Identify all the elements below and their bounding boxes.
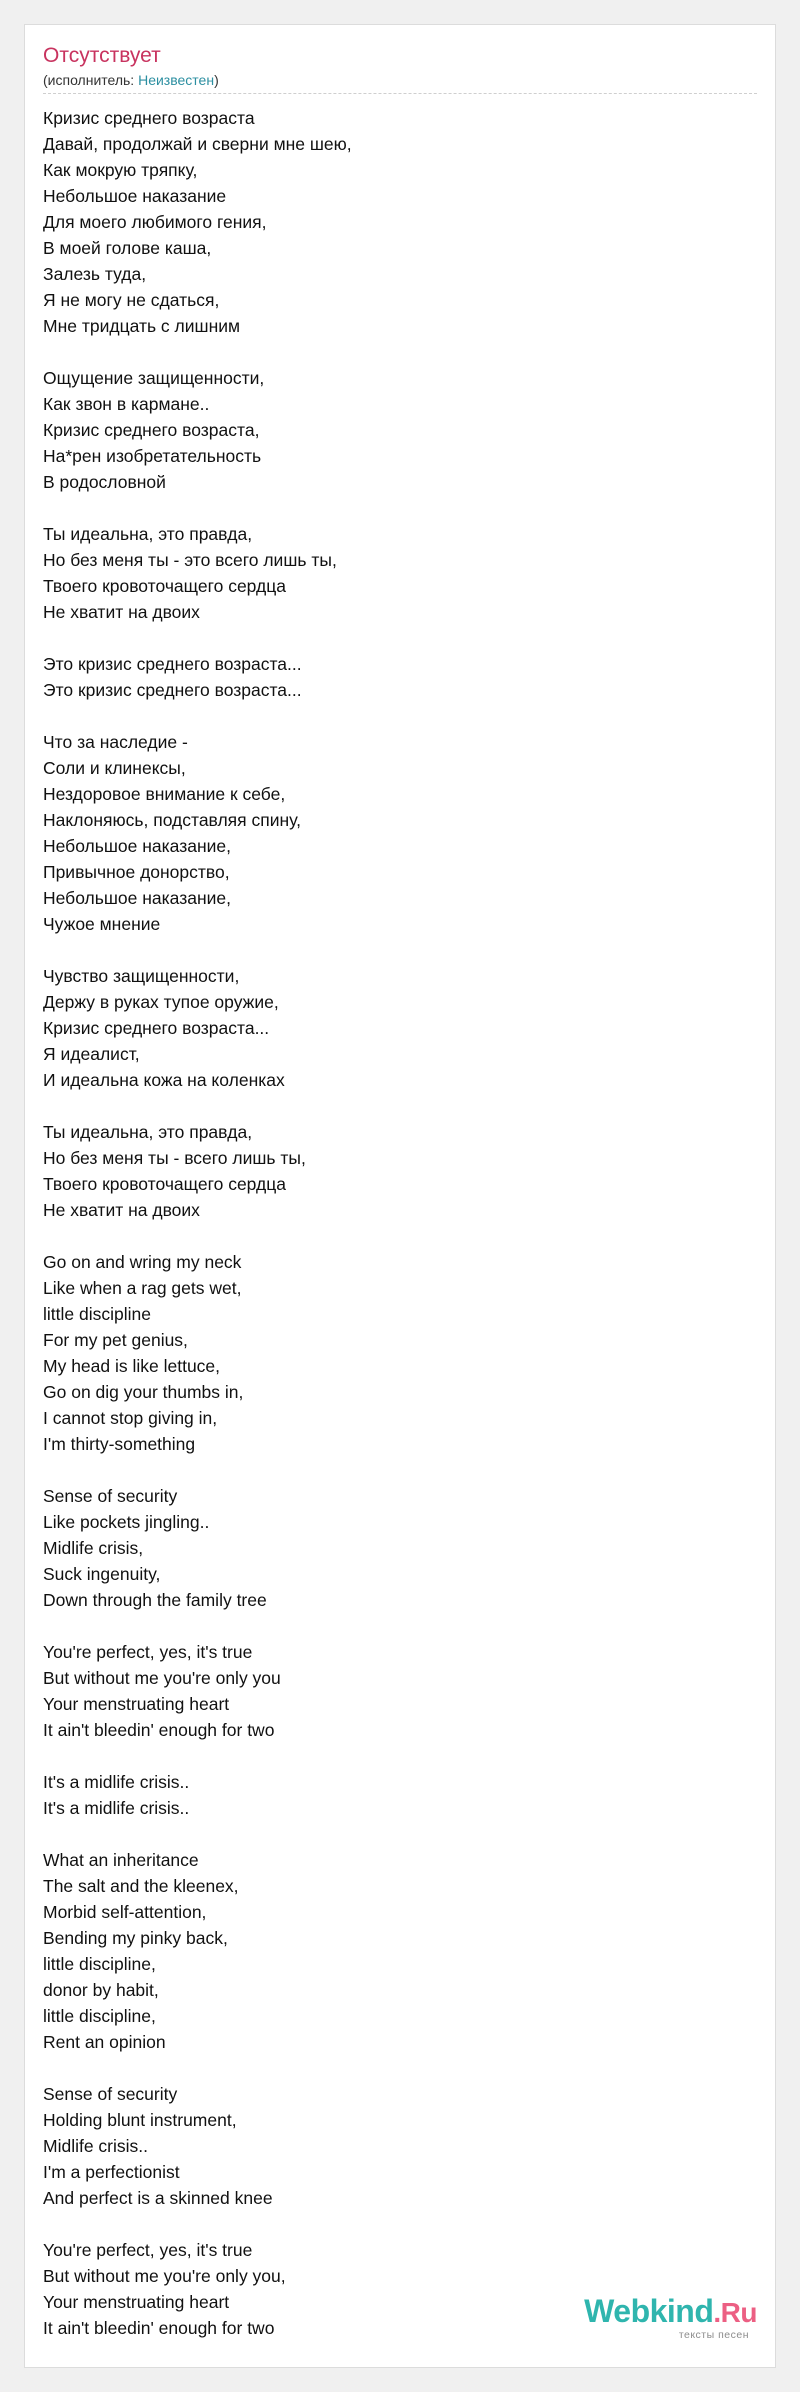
lyrics-line: В родословной (43, 472, 166, 492)
lyrics-line: Suck ingenuity, (43, 1564, 161, 1584)
lyrics-stanza (43, 963, 743, 1093)
lyrics-line: It's a midlife crisis.. (43, 1798, 190, 1818)
lyrics-line: I cannot stop giving in, (43, 1408, 218, 1428)
lyrics-line: Like when a rag gets wet, (43, 1278, 242, 1298)
lyrics-stanza (43, 651, 743, 703)
lyrics-stanza (43, 1483, 743, 1613)
logo-main-text: Webkind (584, 2293, 714, 2329)
lyrics-line: Нездоровое внимание к себе, (43, 784, 286, 804)
lyrics-line: You're perfect, yes, it's true (43, 1642, 253, 1662)
lyrics-stanza (43, 521, 743, 625)
lyrics-line: Кризис среднего возраста, (43, 420, 260, 440)
artist-link[interactable]: Неизвестен (138, 72, 215, 88)
lyrics-line: Я идеалист, (43, 1044, 140, 1064)
site-logo[interactable] (557, 2295, 757, 2349)
lyrics-card (24, 24, 776, 2368)
lyrics-line: donor by habit, (43, 1980, 159, 2000)
artist-prefix: (исполнитель: (43, 72, 139, 88)
lyrics-stanza (43, 105, 743, 339)
lyrics-line: I'm a perfectionist (43, 2162, 180, 2182)
lyrics-line: Как мокрую тряпку, (43, 160, 198, 180)
song-title: Отсутствует (43, 44, 161, 67)
artist-suffix: ) (214, 72, 219, 88)
lyrics-line: Кризис среднего возраста (43, 108, 255, 128)
lyrics-line: Мне тридцать с лишним (43, 316, 241, 336)
lyrics-line: Небольшое наказание (43, 186, 227, 206)
logo-wordmark (557, 2295, 757, 2327)
lyrics-stanza (43, 1769, 743, 1821)
lyrics-line: My head is like lettuce, (43, 1356, 221, 1376)
lyrics-line: little discipline (43, 1304, 151, 1324)
lyrics-line: Go on dig your thumbs in, (43, 1382, 244, 1402)
lyrics-line: Your menstruating heart (43, 1694, 230, 1714)
lyrics-line: Небольшое наказание, (43, 836, 232, 856)
lyrics-line: Как звон в кармане.. (43, 394, 210, 414)
lyrics-line: Go on and wring my neck (43, 1252, 242, 1272)
lyrics-stanza (43, 365, 743, 495)
lyrics-line: Bending my pinky back, (43, 1928, 228, 1948)
lyrics-line: Соли и клинексы, (43, 758, 186, 778)
lyrics-body (43, 105, 743, 2367)
lyrics-line: Твоего кровоточащего сердца (43, 1174, 286, 1194)
lyrics-line: Не хватит на двоих (43, 602, 200, 622)
lyrics-line: Давай, продолжай и сверни мне шею, (43, 134, 352, 154)
lyrics-line: Но без меня ты - это всего лишь ты, (43, 550, 337, 570)
lyrics-line: The salt and the kleenex, (43, 1876, 239, 1896)
lyrics-line: It ain't bleedin' enough for two (43, 2318, 275, 2338)
lyrics-line: Sense of security (43, 2084, 178, 2104)
lyrics-line: Для моего любимого гения, (43, 212, 267, 232)
lyrics-line: Чувство защищенности, (43, 966, 240, 986)
lyrics-line: I'm thirty-something (43, 1434, 196, 1454)
lyrics-line: И идеальна кожа на коленках (43, 1070, 285, 1090)
lyrics-line: На*рен изобретательность (43, 446, 262, 466)
lyrics-line: You're perfect, yes, it's true (43, 2240, 253, 2260)
lyrics-line: It's a midlife crisis.. (43, 1772, 190, 1792)
lyrics-line: Чужое мнение (43, 914, 161, 934)
lyrics-line: little discipline, (43, 2006, 156, 2026)
lyrics-line: It ain't bleedin' enough for two (43, 1720, 275, 1740)
lyrics-line: What an inheritance (43, 1850, 199, 1870)
logo-tagline: тексты песен (678, 2329, 749, 2341)
divider (43, 93, 757, 94)
lyrics-line: Это кризис среднего возраста... (43, 654, 302, 674)
lyrics-line: Держу в руках тупое оружие, (43, 992, 279, 1012)
lyrics-line: Твоего кровоточащего сердца (43, 576, 286, 596)
lyrics-line: Я не могу не сдаться, (43, 290, 220, 310)
lyrics-stanza (43, 1639, 743, 1743)
lyrics-line: Midlife crisis, (43, 1538, 144, 1558)
artist-line (43, 72, 219, 89)
lyrics-stanza (43, 1119, 743, 1223)
lyrics-line: But without me you're only you (43, 1668, 281, 1688)
lyrics-line: Залезь туда, (43, 264, 147, 284)
lyrics-stanza (43, 1847, 743, 2055)
lyrics-line: But without me you're only you, (43, 2266, 286, 2286)
lyrics-line: Что за наследие - (43, 732, 188, 752)
lyrics-line: Midlife crisis.. (43, 2136, 149, 2156)
lyrics-line: Ощущение защищенности, (43, 368, 265, 388)
lyrics-line: And perfect is a skinned knee (43, 2188, 273, 2208)
lyrics-line: Ты идеальна, это правда, (43, 1122, 253, 1142)
lyrics-line: Down through the family tree (43, 1590, 267, 1610)
lyrics-line: Не хватит на двоих (43, 1200, 200, 1220)
lyrics-line: Rent an opinion (43, 2032, 166, 2052)
lyrics-stanza (43, 1249, 743, 1457)
lyrics-line: Наклоняюсь, подставляя спину, (43, 810, 302, 830)
lyrics-line: little discipline, (43, 1954, 156, 1974)
lyrics-line: Sense of security (43, 1486, 178, 1506)
lyrics-line: Небольшое наказание, (43, 888, 232, 908)
lyrics-line: Ты идеальна, это правда, (43, 524, 253, 544)
lyrics-line: Morbid self-attention, (43, 1902, 207, 1922)
lyrics-line: For my pet genius, (43, 1330, 188, 1350)
lyrics-line: Привычное донорство, (43, 862, 230, 882)
logo-tld-text: .Ru (713, 2297, 757, 2328)
lyrics-line: Your menstruating heart (43, 2292, 230, 2312)
lyrics-line: Like pockets jingling.. (43, 1512, 210, 1532)
lyrics-line: Но без меня ты - всего лишь ты, (43, 1148, 306, 1168)
lyrics-stanza (43, 2081, 743, 2211)
lyrics-stanza (43, 729, 743, 937)
lyrics-line: Это кризис среднего возраста... (43, 680, 302, 700)
lyrics-line: Holding blunt instrument, (43, 2110, 237, 2130)
lyrics-line: В моей голове каша, (43, 238, 212, 258)
lyrics-line: Кризис среднего возраста... (43, 1018, 270, 1038)
